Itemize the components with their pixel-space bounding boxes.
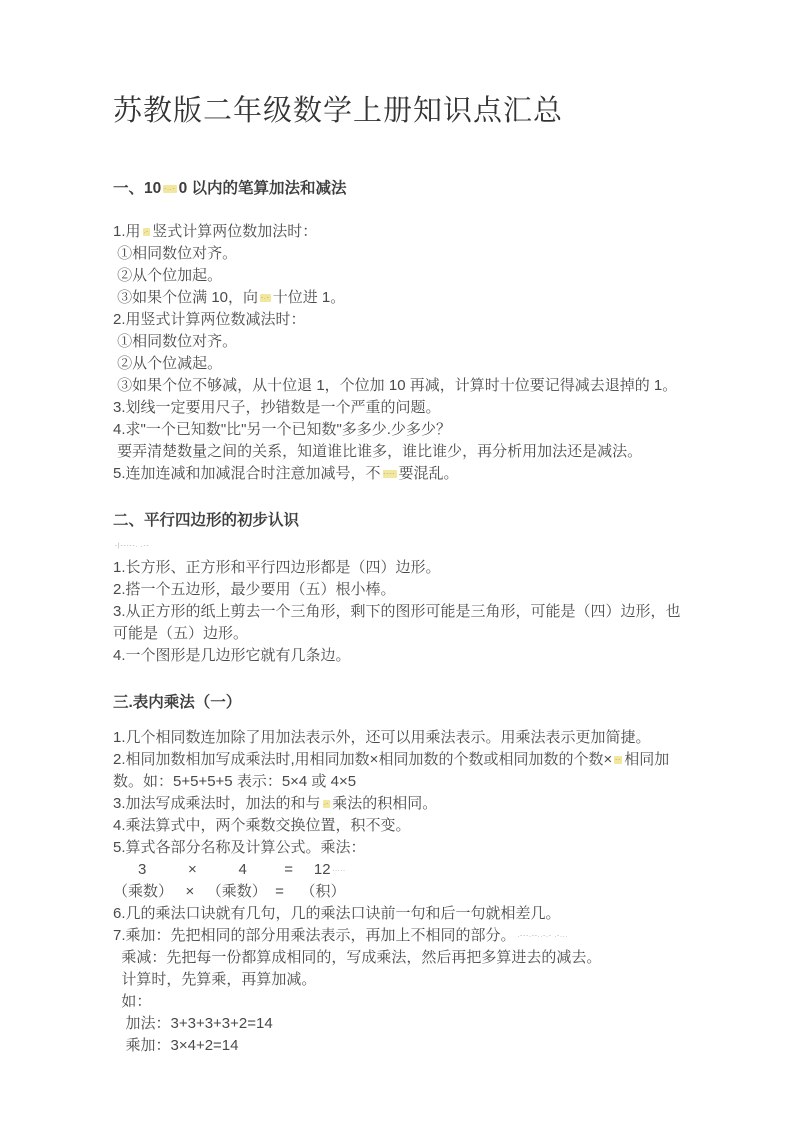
text-run: 1.用: [113, 223, 141, 240]
paragraph-line: [113, 221, 693, 243]
section: [113, 511, 693, 667]
text-run: 5.算式各部分名称及计算公式。乘法：: [113, 839, 366, 856]
paragraph-line: [113, 557, 693, 579]
annotation-artifact: -..-: [164, 185, 176, 192]
paragraph-line: [113, 771, 693, 793]
text-run: 一、10: [113, 180, 162, 197]
text-run: 6.几的乘法口诀就有几句，几的乘法口诀前一句和后一句就相差几。: [113, 905, 561, 922]
paragraph-line: [113, 397, 693, 419]
paragraph-line: [113, 265, 693, 287]
text-run: 乘法的积相同。: [332, 795, 438, 812]
text-run: 2.相同加数相加写成乘法时,用相同加数×相同加数的个数或相同加数的个数×: [113, 751, 613, 768]
annotation-artifact: ----: [383, 471, 396, 478]
text-run: 十位进 1。: [272, 289, 346, 306]
paragraph-line: [113, 353, 693, 375]
text-run: 1.长方形、正方形和平行四边形都是（四）边形。: [113, 559, 441, 576]
text-run: （乘数） × （乘数） = （积）: [113, 883, 346, 900]
text-run: ③如果个位不够减，从十位退 1，个位加 10 再减，计算时十位要记得减去退掉的 1。: [113, 377, 678, 394]
text-run: 二、平行四边形的初步认识: [113, 512, 300, 529]
text-run: 3.划线一定要用尺子，抄错数是一个严重的问题。: [113, 399, 441, 416]
paragraph-line: [113, 969, 693, 991]
paragraph-line: [113, 1013, 693, 1035]
paragraph-line: [113, 331, 693, 353]
text-run: 可能是（五）边形。: [113, 625, 249, 642]
paragraph-line: [113, 815, 693, 837]
paragraph-line: [113, 601, 693, 623]
text-run: 要弄清楚数量之间的关系，知道谁比谁多，谁比谁少，再分析用加法还是减法。: [113, 443, 643, 460]
text-run: 7.乘加：先把相同的部分用乘法表示，再加上不相同的部分。: [113, 927, 516, 944]
annotation-artifact: .---.--..-.- .-...: [517, 932, 569, 939]
text-run: 3.加法写成乘法时，加法的和与: [113, 795, 321, 812]
text-run: 乘减：先把每一份都算成相同的，写成乘法，然后再把多算进去的减去。: [113, 949, 602, 966]
text-run: 数。如：5+5+5+5 表示：5×4 或 4×5: [113, 773, 357, 790]
paragraph-line: [113, 881, 693, 903]
text-run: ①相同数位对齐。: [113, 245, 238, 262]
text-run: 3 × 4 = 12: [113, 861, 331, 878]
text-run: 要混乱。: [398, 465, 459, 482]
annotation-artifact: -.-: [261, 295, 270, 302]
paragraph-line: [113, 535, 693, 557]
text-run: 乘加：3×4+2=14: [113, 1037, 239, 1054]
text-run: 4.求"一个已知数"比"另一个已知数"多多少.少多少？: [113, 421, 451, 438]
paragraph-line: [113, 375, 693, 397]
text-run: 竖式计算两位数加法时：: [152, 223, 318, 240]
text-run: ①相同数位对齐。: [113, 333, 238, 350]
text-run: ③如果个位满 10，向: [113, 289, 259, 306]
text-run: 三.表内乘法（一）: [113, 694, 242, 711]
text-run: 0 以内的笔算加法和减法: [178, 180, 347, 197]
text-run: 加法：3+3+3+3+2=14: [113, 1015, 273, 1032]
paragraph-line: [113, 645, 693, 667]
paragraph-line: [113, 441, 693, 463]
annotation-artifact: .-: [323, 801, 330, 808]
text-run: 计算时，先算乘，再算加减。: [113, 971, 317, 988]
section-heading: [113, 179, 693, 199]
paragraph-line: [113, 837, 693, 859]
annotation-artifact: .-: [143, 229, 150, 236]
paragraph-line: [113, 1035, 693, 1057]
paragraph-line: [113, 463, 693, 485]
paragraph-line: [113, 243, 693, 265]
paragraph-line: [113, 991, 693, 1013]
annotation-artifact: -|-----. .--: [115, 542, 150, 549]
paragraph-line: [113, 623, 693, 645]
text-run: 相同加: [624, 751, 670, 768]
paragraph-line: [113, 859, 693, 881]
section: [113, 179, 693, 485]
paragraph-line: [113, 903, 693, 925]
annotation-artifact: .....: [332, 866, 346, 873]
paragraph-line: [113, 579, 693, 601]
text-run: 2.搭一个五边形，最少要用（五）根小棒。: [113, 581, 396, 598]
text-run: 1.几个相同数连加除了用加法表示外，还可以用乘法表示。用乘法表示更加简捷。: [113, 729, 651, 746]
paragraph-line: [113, 309, 693, 331]
paragraph-line: [113, 727, 693, 749]
section-heading: [113, 693, 693, 713]
paragraph-line: [113, 749, 693, 771]
text-run: ②从个位加起。: [113, 267, 223, 284]
section-heading: [113, 511, 693, 531]
paragraph-line: [113, 793, 693, 815]
paragraph-line: [113, 947, 693, 969]
text-run: 2.用竖式计算两位数减法时：: [113, 311, 306, 328]
paragraph-line: [113, 419, 693, 441]
text-run: 5.连加连减和加减混合时注意加减号，不: [113, 465, 381, 482]
text-run: ②从个位减起。: [113, 355, 223, 372]
document-sections: [113, 179, 693, 1057]
page-title: 苏教版二年级数学上册知识点汇总: [113, 95, 564, 127]
text-run: 4.乘法算式中，两个乘数交换位置，积不变。: [113, 817, 411, 834]
text-run: 3.从正方形的纸上剪去一个三角形，剩下的图形可能是三角形，可能是（四）边形，也: [113, 603, 681, 620]
text-run: 4.一个图形是几边形它就有几条边。: [113, 647, 351, 664]
section: [113, 693, 693, 1057]
text-run: 如：: [113, 993, 152, 1010]
annotation-artifact: --: [615, 757, 622, 764]
paragraph-line: [113, 287, 693, 309]
paragraph-line: [113, 925, 693, 947]
